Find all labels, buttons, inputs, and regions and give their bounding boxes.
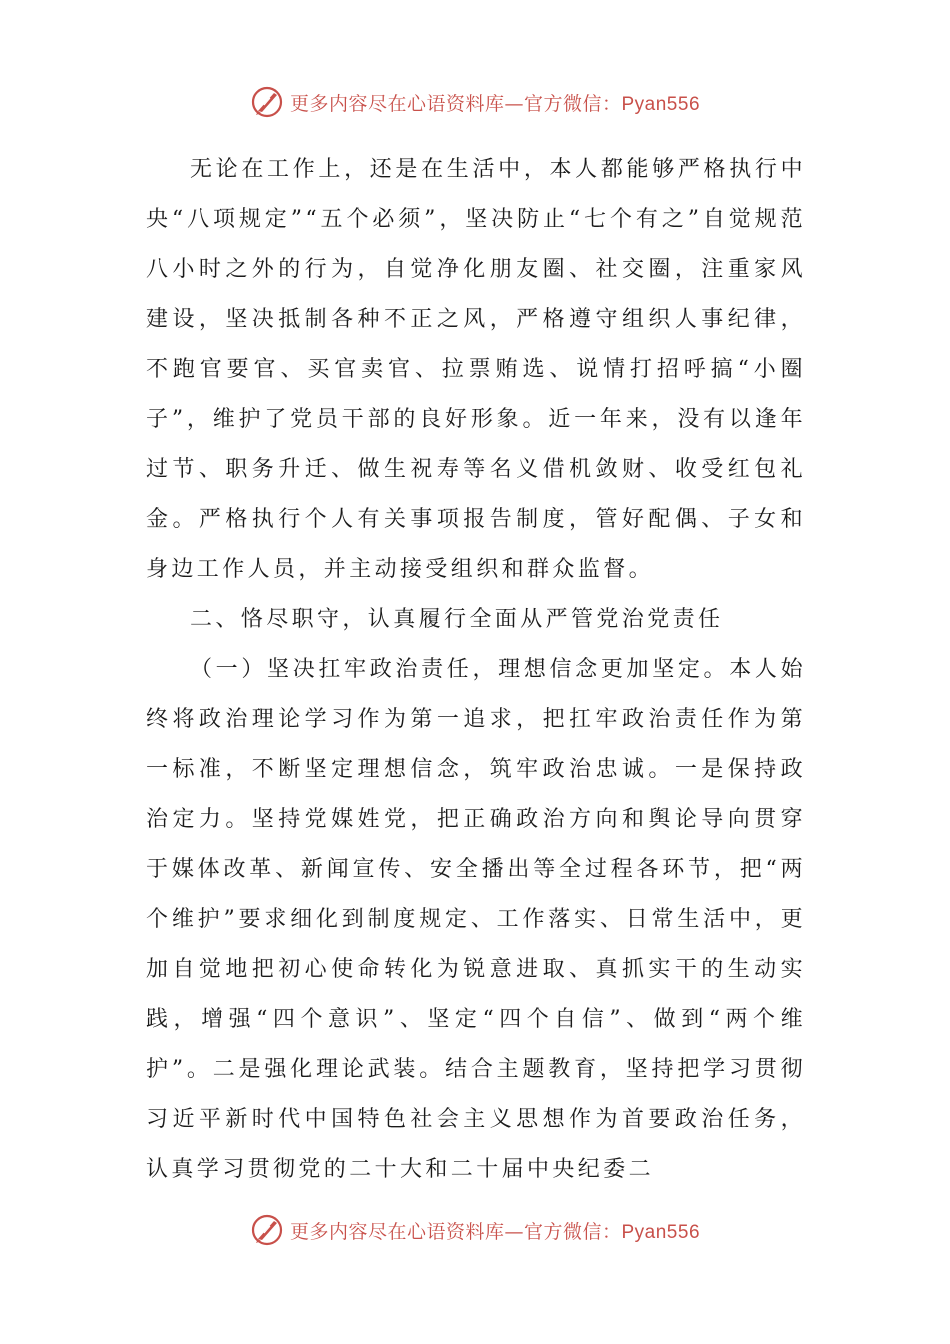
- paragraph-conduct: 无论在工作上，还是在生活中，本人都能够严格执行中央“八项规定”“五个必须”，坚决防止“七个有之”自觉规范八小时之外的行为，自觉净化朋友圈、社交圈，注重家风建设，坚决抵制各种不正之风，严格遵守组织人事纪律，不跑官要官、买官卖官、拉票贿选、说情打招呼搞“小圈子”，维护了党员干部的良好形象。近一年来，没有以逢年过节、职务升迁、做生祝寿等名义借机敛财、收受红包礼金。严格执行个人有关事项报告制度，管好配偶、子女和身边工作人员，并主动接受组织和群众监督。: [146, 157, 806, 582]
- watermark-prefix: 更多内容尽在心语资料库—官方微信：: [289, 92, 622, 115]
- quill-pen-circle-logo: [250, 85, 284, 119]
- section-heading: 二、恪尽职守，认真履行全面从严管党治党责任: [190, 607, 724, 632]
- footer-watermark: [0, 1210, 950, 1250]
- watermark-text: [290, 1217, 700, 1244]
- header-watermark: [0, 82, 950, 122]
- watermark-prefix: 更多内容尽在心语资料库—官方微信：: [289, 1220, 622, 1243]
- watermark-handle: Pyan556: [621, 1221, 701, 1243]
- watermark-handle: Pyan556: [621, 93, 701, 115]
- paragraph-political-responsibility: （一）坚决扛牢政治责任，理想信念更加坚定。本人始终将政治理论学习作为第一追求，把扛牢政治责任作为第一标准，不断坚定理想信念，筑牢政治忠诚。一是保持政治定力。坚持党媒姓党，把正确政治方向和舆论导向贯穿于媒体改革、新闻宣传、安全播出等全过程各环节，把“两个维护”要求细化到制度规定、工作落实、日常生活中，更加自觉地把初心使命转化为锐意进取、真抓实干的生动实践，增强“四个意识”、坚定“四个自信”、做到“两个维护”。二是强化理论武装。结合主题教育，坚持把学习贯彻习近平新时代中国特色社会主义思想作为首要政治任务，认真学习贯彻党的二十大和二十届中央纪委二: [146, 657, 806, 1182]
- document-body: [146, 145, 806, 1195]
- watermark-text: [290, 89, 700, 116]
- quill-pen-circle-logo: [250, 1213, 284, 1247]
